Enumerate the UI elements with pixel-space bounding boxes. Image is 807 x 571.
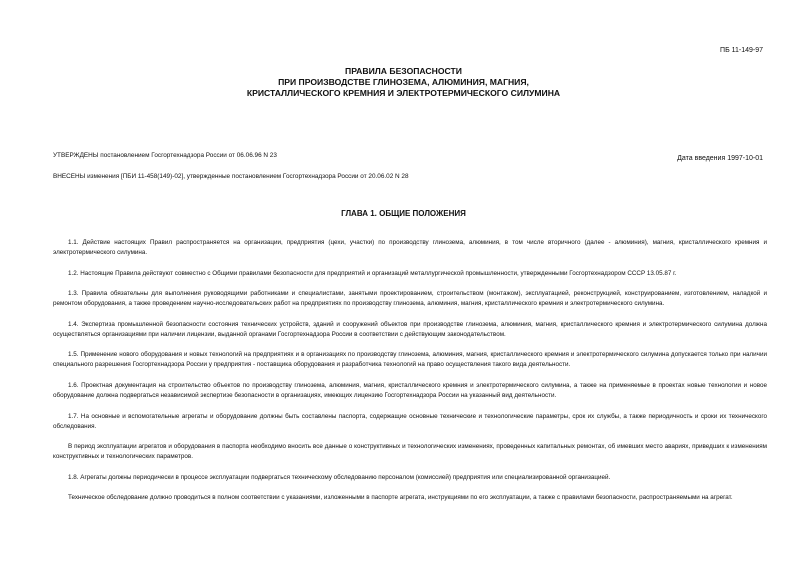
title-line: КРИСТАЛЛИЧЕСКОГО КРЕМНИЯ И ЭЛЕКТРОТЕРМИЧЕСКОГО СИЛУМИНА: [246, 88, 561, 98]
chapter-title: ГЛАВА 1. ОБЩИЕ ПОЛОЖЕНИЯ: [341, 209, 466, 218]
paragraph: 1.8. Агрегаты должны периодически в процессе эксплуатации подвергаться техническому обследованию персоналом (комиссией) предприятия или специализированной организацией.: [68, 473, 611, 481]
approval-label: УТВЕРЖДЕНЫ: [53, 152, 99, 159]
paragraph: Техническое обследование должно проводиться в полном соответствии с указаниями, изложенными в паспорте агрегата, инструкциями по его эксплуатации, а также с правилами безопасности, распространяемыми на агрегат.: [68, 494, 733, 502]
document-title: [0, 66, 807, 99]
approval-text: постановлением Госгортехнадзора России от 06.06.96 N 23: [98, 152, 277, 159]
document-code: ПБ 11-149-97: [720, 47, 763, 54]
amendment-label: ВНЕСЕНЫ: [53, 173, 86, 180]
title-line: ПРИ ПРОИЗВОДСТВЕ ГЛИНОЗЕМА, АЛЮМИНИЯ, МАГНИЯ,: [278, 77, 529, 87]
introduction-date: Дата введения 1997-10-01: [677, 155, 763, 162]
document-body: [53, 238, 767, 514]
paragraph: 1.5. Применение нового оборудования и новых технологий на предприятиях и в организациях по производству глинозема, алюминия, магния, кристаллического кремния и электротермического силумина допускается только при наличии специального разрешения Госгортехнадзора России у предприятия - поставщика оборудования и разработчика технологий на право осуществления такого вида деятельности.: [53, 351, 767, 369]
paragraph: 1.2. Настоящие Правила действуют совместно с Общими правилами безопасности для предприятий и организаций металлургической промышленности, утвержденными Госгортехнадзором СССР 13.05.87 г.: [68, 269, 677, 277]
paragraph: 1.7. На основные и вспомогательные агрегаты и оборудование должны быть составлены паспорта, содержащие основные технические и технологические параметры, срок их службы, а также периодичность и сроки их технического обследования.: [53, 412, 767, 430]
paragraph: 1.4. Экспертиза промышленной безопасности состояния технических устройств, зданий и сооружений объектов при производстве глинозема, алюминия, магния, кристаллического кремния и электротермического силумина должна осуществляться организациями при наличии лицензии, выданной органами Госгортехнадзора России в соответствии с действующим законодательством.: [53, 320, 767, 338]
amendment-text: изменения [ПБИ 11-458(149)-02], утвержденные постановлением Госгортехнадзора России от 20.06.02 N 28: [85, 173, 409, 180]
title-line: ПРАВИЛА БЕЗОПАСНОСТИ: [345, 66, 462, 76]
paragraph: 1.6. Проектная документация на строительство объектов по производству глинозема, алюминия, магния, кристаллического кремния и электротермического силумина, а также на применяемые в проектах новые технологии и новое оборудование должна подвергаться независимой экспертизе безопасности в организациях, имеющих лицензию Госгортехнадзора России на указанный вид деятельности.: [53, 381, 767, 399]
paragraph: 1.3. Правила обязательны для выполнения руководящими работниками и специалистами, занятыми проектированием, строительством (монтажом), эксплуатацией, реконструкцией, конструированием, изготовлением, наладкой и ремонтом оборудования, а также проведением научно-исследовательских работ на предприятиях по производству глинозема, алюминия, магния, кристаллического кремния и электротермического силумина.: [53, 290, 767, 308]
paragraph: 1.1. Действие настоящих Правил распространяется на организации, предприятия (цехи, участки) по производству глинозема, алюминия, в том числе вторичного (далее - алюминия), магния, кристаллического кремния и электротермического силумина.: [53, 239, 767, 256]
paragraph: В период эксплуатации агрегатов и оборудования в паспорта необходимо вносить все данные о конструктивных и технологических изменениях, проведенных капитальных ремонтах, об имевших место авариях, приведших к изменениям конструктивных и технологических параметров.: [53, 443, 767, 461]
amendment-note: [53, 172, 763, 181]
approval-note: [53, 151, 763, 160]
